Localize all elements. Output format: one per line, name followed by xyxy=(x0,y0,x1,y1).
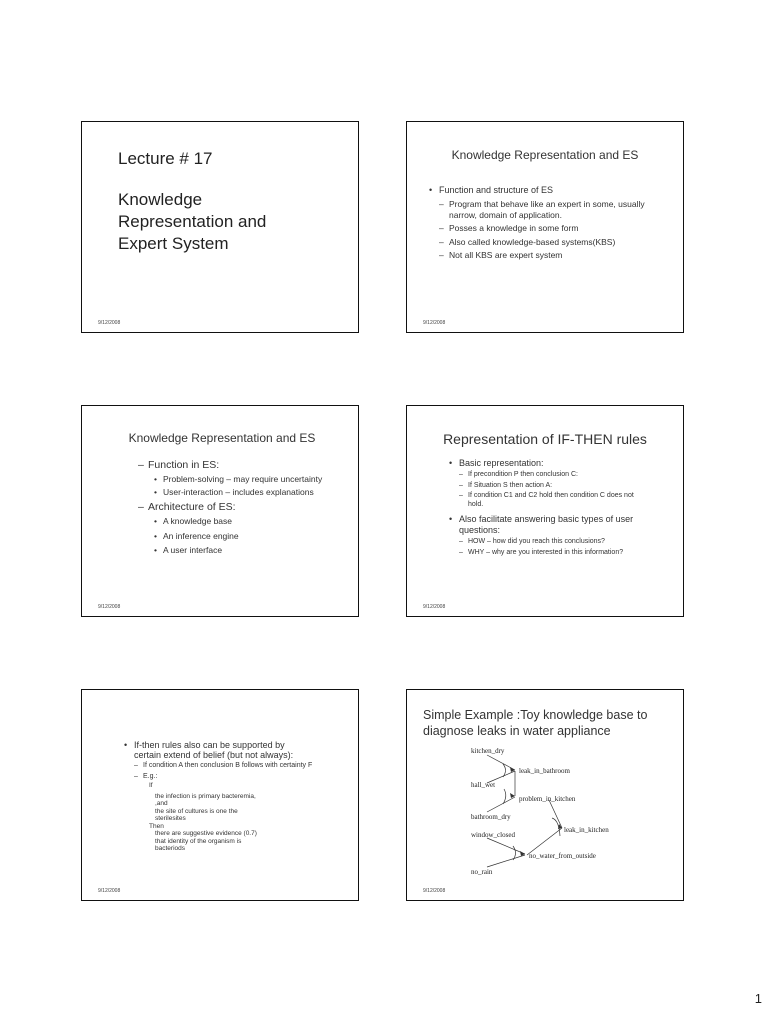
bullet-text: Basic representation: xyxy=(459,458,544,468)
example-line: that identity of the organism is xyxy=(155,837,242,845)
title-line-3: Expert System xyxy=(118,234,229,253)
node-no-rain: no_rain xyxy=(471,868,493,876)
slide-3 xyxy=(81,405,359,617)
slide-date: 9/12/2008 xyxy=(423,320,446,326)
eg-label: E.g.: xyxy=(143,772,158,780)
title-line-1: Knowledge xyxy=(118,190,203,209)
node-no-water-from-outside: no_water_from_outside xyxy=(529,852,596,860)
slide-2 xyxy=(406,121,684,333)
bullet-text: Also facilitate answering basic types of user questions: xyxy=(459,514,634,535)
slide-date: 9/12/2008 xyxy=(98,320,121,326)
function-item: • User-interaction – includes explanations xyxy=(154,487,348,498)
example-block xyxy=(143,782,314,853)
example-line: there are suggestive evidence (0.7) xyxy=(155,830,257,837)
edge xyxy=(487,855,525,867)
slide-4-title: Representation of IF-THEN rules xyxy=(443,431,647,447)
architecture-item: • A knowledge base xyxy=(154,516,348,527)
example-line: the infection is primary bacteremia, xyxy=(155,792,256,800)
example-line: the site of cultures is one the xyxy=(155,807,238,815)
edge xyxy=(549,800,562,828)
architecture-heading: – Architecture of ES: xyxy=(138,501,348,514)
function-heading: – Function in ES: xyxy=(138,459,348,472)
page-number: 1 xyxy=(754,991,762,1006)
bullet-belief xyxy=(124,740,314,853)
architecture-item: • An inference engine xyxy=(154,531,348,542)
function-list xyxy=(138,474,348,497)
function-item: • Problem-solving – may require uncertainty xyxy=(154,474,348,485)
slide-date: 9/12/2008 xyxy=(98,888,121,894)
example-if: If xyxy=(149,782,153,789)
sub-item: – If Situation S then action A: xyxy=(459,482,639,491)
sub-item: – Also called knowledge-based systems(KBS) xyxy=(439,237,669,248)
sub-item: – If condition A then conclusion B follows with certainty F xyxy=(134,762,314,771)
bullet-user-questions xyxy=(449,514,639,557)
bullet-function-structure xyxy=(429,185,669,261)
sub-item: – If condition C1 and C2 hold then condition C does not hold. xyxy=(459,492,639,509)
inference-network-diagram xyxy=(407,740,683,880)
slide-1 xyxy=(81,121,359,333)
example-line: ,and xyxy=(155,800,168,807)
node-problem-in-kitchen: problem_in_kitchen xyxy=(519,795,576,803)
sub-item: – Posses a knowledge in some form xyxy=(439,223,669,234)
node-leak-in-kitchen: leak_in_kitchen xyxy=(564,826,609,834)
sub-item: – Not all KBS are expert system xyxy=(439,250,669,261)
architecture-list xyxy=(138,516,348,556)
architecture-item: • A user interface xyxy=(154,545,348,556)
bullet-basic-representation xyxy=(449,458,639,509)
slide-4 xyxy=(406,405,684,617)
sub-item: – WHY – why are you interested in this information? xyxy=(459,549,639,558)
slide-date: 9/12/2008 xyxy=(423,888,446,894)
and-arc xyxy=(503,789,506,804)
sub-item: – Program that behave like an expert in some, usually narrow, domain of application. xyxy=(439,199,669,220)
sub-item-eg xyxy=(134,773,314,853)
example-line: bacteriods xyxy=(155,845,185,852)
node-leak-in-bathroom: leak_in_bathroom xyxy=(519,767,570,775)
slide-date: 9/12/2008 xyxy=(98,604,121,610)
slide-5 xyxy=(81,689,359,901)
sub-item: – If precondition P then conclusion C: xyxy=(459,471,639,480)
node-kitchen-dry: kitchen_dry xyxy=(471,747,505,755)
example-then: Then xyxy=(149,822,164,830)
lecture-number: Lecture # 17 xyxy=(118,149,213,168)
sub-item: – HOW – how did you reach this conclusions? xyxy=(459,538,639,547)
slide-3-title: Knowledge Representation and ES xyxy=(128,431,316,445)
slide-3-content xyxy=(138,459,348,556)
bullet-text: If-then rules also can be supported by certain extend of belief (but not always): xyxy=(134,740,294,760)
slide-2-title: Knowledge Representation and ES xyxy=(451,148,639,162)
slide-6-title: Simple Example :Toy knowledge base to diagnose leaks in water appliance xyxy=(423,708,648,738)
edge xyxy=(487,838,525,854)
edge xyxy=(527,828,562,855)
slide-5-bullets xyxy=(124,740,314,853)
title-line-2: Representation and xyxy=(118,212,267,231)
node-window-closed: window_closed xyxy=(471,831,515,839)
slide-date: 9/12/2008 xyxy=(423,604,446,610)
slide-2-bullets xyxy=(429,185,669,261)
bullet-text: Function and structure of ES xyxy=(439,185,554,195)
node-hall-wet: hall_wet xyxy=(471,781,496,789)
slide-1-title xyxy=(118,148,348,255)
node-bathroom-dry: bathroom_dry xyxy=(471,813,511,821)
example-line: sterilesites xyxy=(155,815,186,822)
slide-6 xyxy=(406,689,684,901)
slide-4-bullets xyxy=(449,458,639,557)
edge xyxy=(487,797,515,812)
